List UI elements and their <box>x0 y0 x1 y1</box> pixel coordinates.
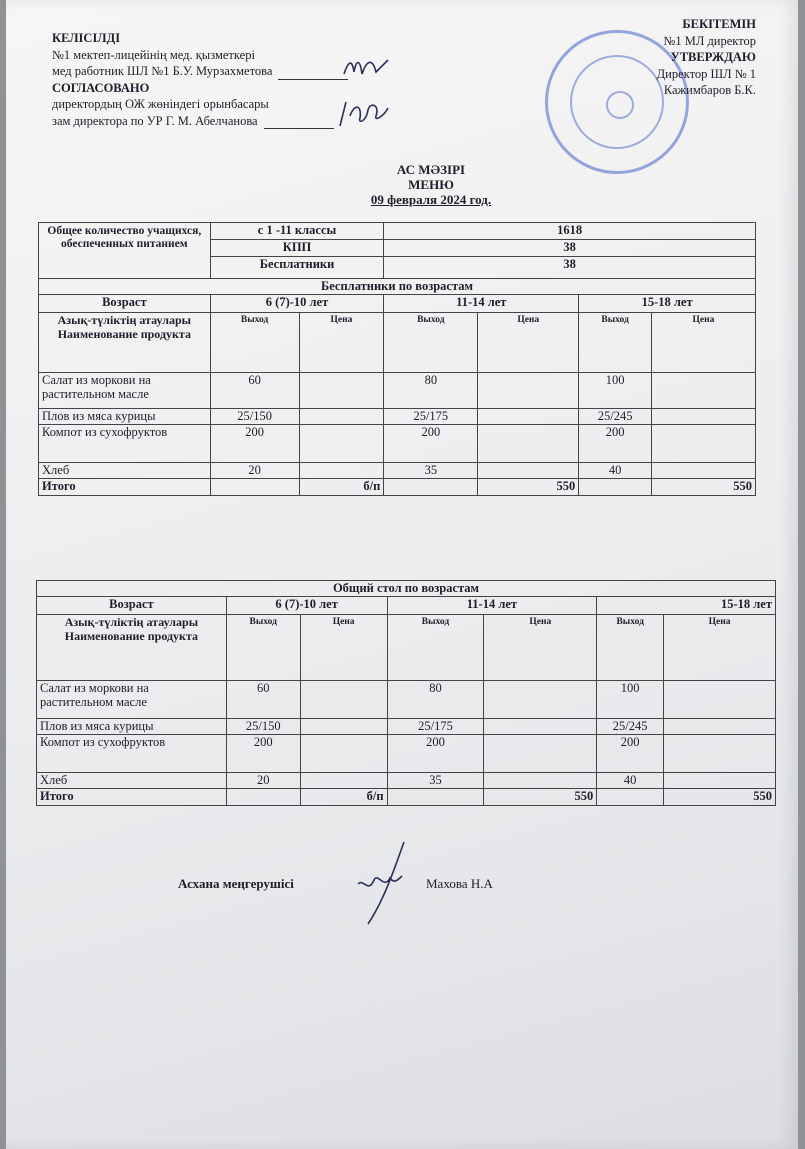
age-group: 11-14 лет <box>384 295 579 313</box>
portion: 25/150 <box>210 409 299 425</box>
signature-line <box>278 79 348 80</box>
summary-row-label: КПП <box>210 240 384 257</box>
product-name: Компот из сухофруктов <box>39 425 211 463</box>
free-meals-table <box>38 222 756 496</box>
age-group: 6 (7)-10 лет <box>210 295 384 313</box>
agreed-line-4: зам директора по УР Г. М. Абелчанова <box>52 113 258 128</box>
col-out: Выход <box>384 313 478 373</box>
table-row <box>39 409 756 425</box>
portion: 80 <box>387 681 484 719</box>
title-kz: АС МӘЗІРІ <box>396 162 466 177</box>
price <box>484 719 597 735</box>
portion: 25/245 <box>597 719 664 735</box>
agreed-ru: СОГЛАСОВАНО <box>52 80 150 95</box>
portion: 25/245 <box>579 409 652 425</box>
approve-line-1: №1 МЛ директор <box>663 33 756 48</box>
summary-row-value: 38 <box>384 240 756 257</box>
portion: 200 <box>384 425 478 463</box>
price <box>299 463 384 479</box>
title-ru: МЕНЮ <box>408 177 454 192</box>
price <box>478 373 579 409</box>
portion: 80 <box>384 373 478 409</box>
price <box>300 719 387 735</box>
price <box>651 373 755 409</box>
price <box>664 773 776 789</box>
product-name: Салат из моркови на растительном масле <box>37 681 227 719</box>
table-row <box>37 735 776 773</box>
footer-role: Асхана меңгерушісі <box>178 876 294 891</box>
total-row <box>39 479 756 496</box>
approve-ru: УТВЕРЖДАЮ <box>670 50 756 64</box>
total-cell <box>384 479 478 496</box>
price <box>664 719 776 735</box>
portion: 200 <box>210 425 299 463</box>
portion: 40 <box>579 463 652 479</box>
portion: 60 <box>226 681 300 719</box>
col-out: Выход <box>387 615 484 681</box>
col-price: Цена <box>478 313 579 373</box>
price <box>664 681 776 719</box>
portion: 35 <box>387 773 484 789</box>
table-title: Бесплатники по возрастам <box>39 279 756 295</box>
portion: 25/175 <box>384 409 478 425</box>
product-name: Плов из мяса курицы <box>39 409 211 425</box>
product-header: Азық-түліктің атаулары Наименование продукта <box>37 615 227 681</box>
price <box>478 409 579 425</box>
portion: 40 <box>597 773 664 789</box>
product-name: Хлеб <box>37 773 227 789</box>
signature-canteen-head <box>350 840 420 930</box>
total-value: 550 <box>651 479 755 496</box>
price <box>299 373 384 409</box>
product-name: Плов из мяса курицы <box>37 719 227 735</box>
portion: 100 <box>597 681 664 719</box>
stamp-inner-ring <box>570 55 664 149</box>
age-group: 6 (7)-10 лет <box>226 597 387 615</box>
total-cell <box>387 789 484 806</box>
portion: 25/175 <box>387 719 484 735</box>
age-group: 15-18 лет <box>597 597 776 615</box>
table-title: Общий стол по возрастам <box>37 581 776 597</box>
portion: 20 <box>226 773 300 789</box>
summary-row-value: 1618 <box>384 223 756 240</box>
product-name: Хлеб <box>39 463 211 479</box>
age-label: Возраст <box>39 295 211 313</box>
portion: 200 <box>579 425 652 463</box>
portion: 25/150 <box>226 719 300 735</box>
signature-medic <box>342 52 392 82</box>
table-row <box>39 463 756 479</box>
agreed-line-3: директордың ОЖ жөніндегі орынбасары <box>52 97 269 111</box>
portion: 20 <box>210 463 299 479</box>
table-row <box>37 681 776 719</box>
price <box>651 425 755 463</box>
summary-row-value: 38 <box>384 257 756 279</box>
general-meals-table <box>36 580 776 806</box>
summary-label: Общее количество учащихся, обеспеченных питанием <box>39 223 211 279</box>
menu-date: 09 февраля 2024 год. <box>370 192 492 207</box>
header-agreed <box>52 30 348 129</box>
total-cell <box>597 789 664 806</box>
total-value: 550 <box>664 789 776 806</box>
table-row <box>37 719 776 735</box>
total-bp: б/п <box>300 789 387 806</box>
price <box>299 409 384 425</box>
col-price: Цена <box>300 615 387 681</box>
portion: 100 <box>579 373 652 409</box>
total-cell <box>579 479 652 496</box>
col-out: Выход <box>579 313 652 373</box>
signature-line <box>264 128 334 129</box>
price <box>478 425 579 463</box>
emblem-icon <box>606 91 634 119</box>
col-out: Выход <box>226 615 300 681</box>
portion: 200 <box>597 735 664 773</box>
product-name: Компот из сухофруктов <box>37 735 227 773</box>
document-page <box>6 0 798 1149</box>
price <box>651 409 755 425</box>
col-price: Цена <box>651 313 755 373</box>
total-cell <box>226 789 300 806</box>
product-name: Салат из моркови на растительном масле <box>39 373 211 409</box>
menu-title <box>6 162 805 207</box>
total-cell <box>210 479 299 496</box>
agreed-line-2: мед работник ШЛ №1 Б.У. Мурзахметова <box>52 64 273 78</box>
total-row <box>37 789 776 806</box>
age-group: 15-18 лет <box>579 295 756 313</box>
col-out: Выход <box>210 313 299 373</box>
approve-line-3: Кажимбаров Б.К. <box>663 83 756 97</box>
price <box>664 735 776 773</box>
summary-row-label: с 1 -11 классы <box>210 223 384 240</box>
col-out: Выход <box>597 615 664 681</box>
col-price: Цена <box>484 615 597 681</box>
table-row <box>37 773 776 789</box>
agreed-kz: КЕЛІСІЛДІ <box>52 31 121 45</box>
total-label: Итого <box>37 789 227 806</box>
age-group: 11-14 лет <box>387 597 597 615</box>
total-bp: б/п <box>299 479 384 496</box>
price <box>651 463 755 479</box>
price <box>484 773 597 789</box>
header-approve <box>657 16 756 99</box>
price <box>299 425 384 463</box>
portion: 35 <box>384 463 478 479</box>
col-price: Цена <box>664 615 776 681</box>
age-label: Возраст <box>37 597 227 615</box>
total-value: 550 <box>484 789 597 806</box>
portion: 60 <box>210 373 299 409</box>
total-label: Итого <box>39 479 211 496</box>
total-value: 550 <box>478 479 579 496</box>
product-header: Азық-түліктің атаулары Наименование продукта <box>39 313 211 373</box>
price <box>484 681 597 719</box>
price <box>300 735 387 773</box>
table-row <box>39 425 756 463</box>
footer-name: Махова Н.А <box>426 876 493 891</box>
price <box>300 773 387 789</box>
signature-deputy <box>336 96 396 130</box>
price <box>478 463 579 479</box>
price <box>484 735 597 773</box>
agreed-line-1: №1 мектеп-лицейінің мед. қызметкері <box>52 47 255 62</box>
portion: 200 <box>387 735 484 773</box>
approve-kz: БЕКІТЕМІН <box>682 17 756 31</box>
portion: 200 <box>226 735 300 773</box>
approve-line-2: Директор ШЛ № 1 <box>656 66 756 81</box>
summary-row-label: Бесплатники <box>210 257 384 279</box>
price <box>300 681 387 719</box>
col-price: Цена <box>299 313 384 373</box>
table-row <box>39 373 756 409</box>
